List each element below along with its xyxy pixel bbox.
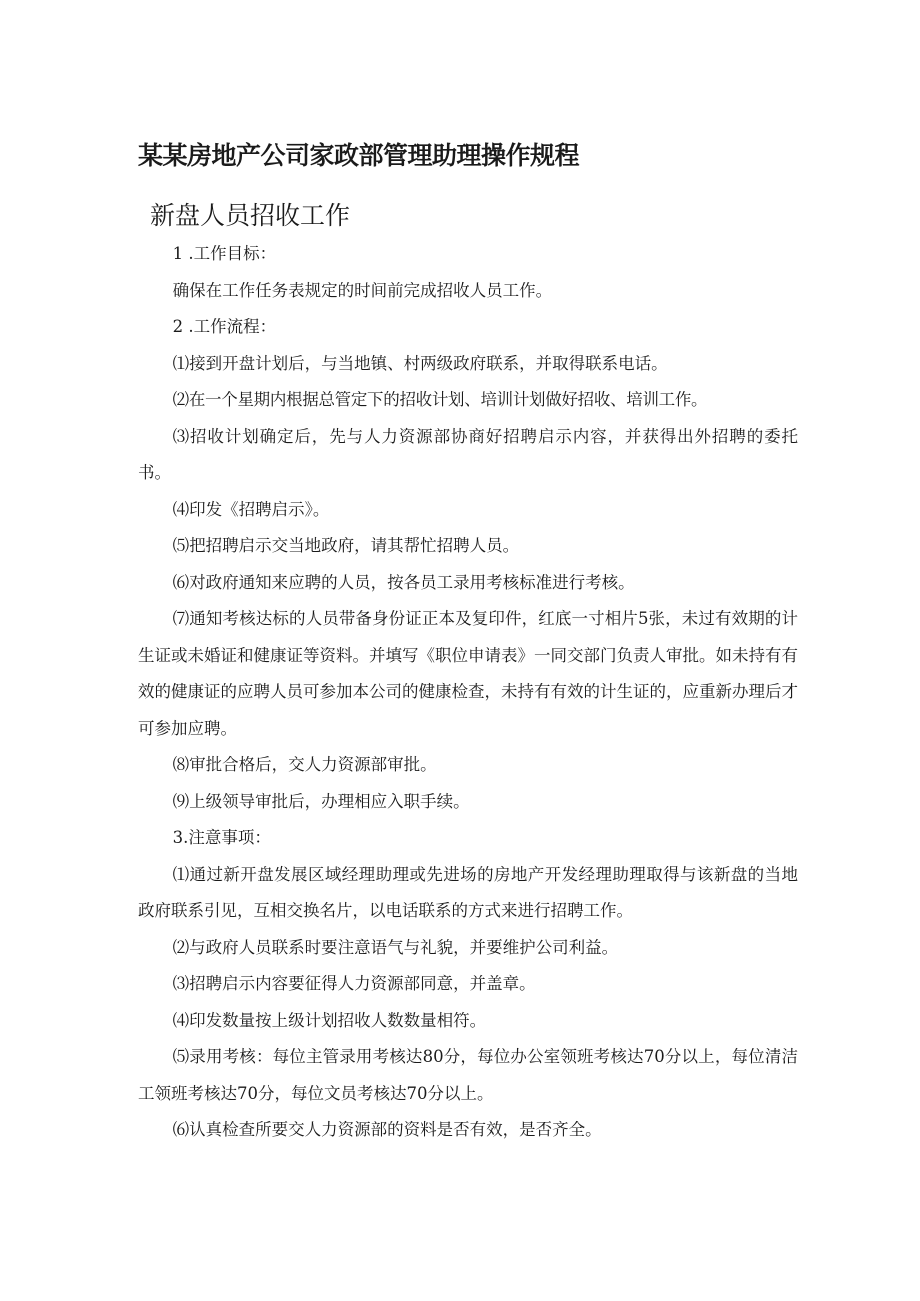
- process-item: ⑴接到开盘计划后，与当地镇、村两级政府联系，并取得联系电话。: [172, 353, 668, 373]
- document-title: 某某房地产公司家政部管理助理操作规程: [138, 141, 580, 170]
- notes-item: ⑴通过新开盘发展区域经理助理或先进场的房地产开发经理助理取得与该新盘的当地政府联系引见，互相交换名片，以电话联系的方式来进行招聘工作。: [138, 864, 798, 920]
- goal-heading: 1 .工作目标：: [172, 244, 277, 263]
- process-heading: 2 .工作流程：: [172, 317, 277, 336]
- process-item: ⑵在一个星期内根据总管定下的招收计划、培训计划做好招收、培训工作。: [172, 390, 708, 409]
- process-list: [138, 346, 798, 821]
- section-title: 新盘人员招收工作: [150, 201, 351, 230]
- notes-item: ⑸录用考核：每位主管录用考核达80分，每位办公室领班考核达70分以上，每位清洁工领班考核达70分，每位文员考核达70分以上。: [138, 1047, 798, 1103]
- process-item: ⑶招收计划确定后，先与人力资源部协商好招聘启示内容，并获得出外招聘的委托书。: [138, 426, 798, 482]
- process-item: ⑻审批合格后，交人力资源部审批。: [172, 755, 437, 774]
- process-item: ⑷印发《招聘启示》。: [172, 499, 330, 519]
- process-item: ⑼上级领导审批后，办理相应入职手续。: [172, 791, 470, 811]
- process-item: ⑹对政府通知来应聘的人员，按各员工录用考核标准进行考核。: [172, 572, 635, 592]
- notes-heading: 3.注意事项：: [172, 828, 271, 847]
- notes-item: ⑵与政府人员联系时要注意语气与礼貌，并要维护公司利益。: [172, 937, 619, 957]
- process-item: ⑺通知考核达标的人员带备身份证正本及复印件，红底一寸相片5张，未过有效期的计生证或未婚证和健康证等资料。并填写《职位申请表》一同交部门负责人审批。如未持有有效的健康证的应聘人员可参加本公司的健康检查，未持有有效的计生证的，应重新办理后才可参加应聘。: [138, 609, 798, 738]
- notes-item: ⑷印发数量按上级计划招收人数数量相符。: [172, 1010, 487, 1030]
- document-body: [138, 236, 798, 1149]
- notes-list: [138, 857, 798, 1149]
- process-item: ⑸把招聘启示交当地政府，请其帮忙招聘人员。: [172, 536, 520, 555]
- notes-item: ⑹认真检查所要交人力资源部的资料是否有效，是否齐全。: [172, 1120, 602, 1139]
- goal-text: 确保在工作任务表规定的时间前完成招收人员工作。: [172, 280, 553, 300]
- notes-item: ⑶招聘启示内容要征得人力资源部同意，并盖章。: [172, 974, 536, 993]
